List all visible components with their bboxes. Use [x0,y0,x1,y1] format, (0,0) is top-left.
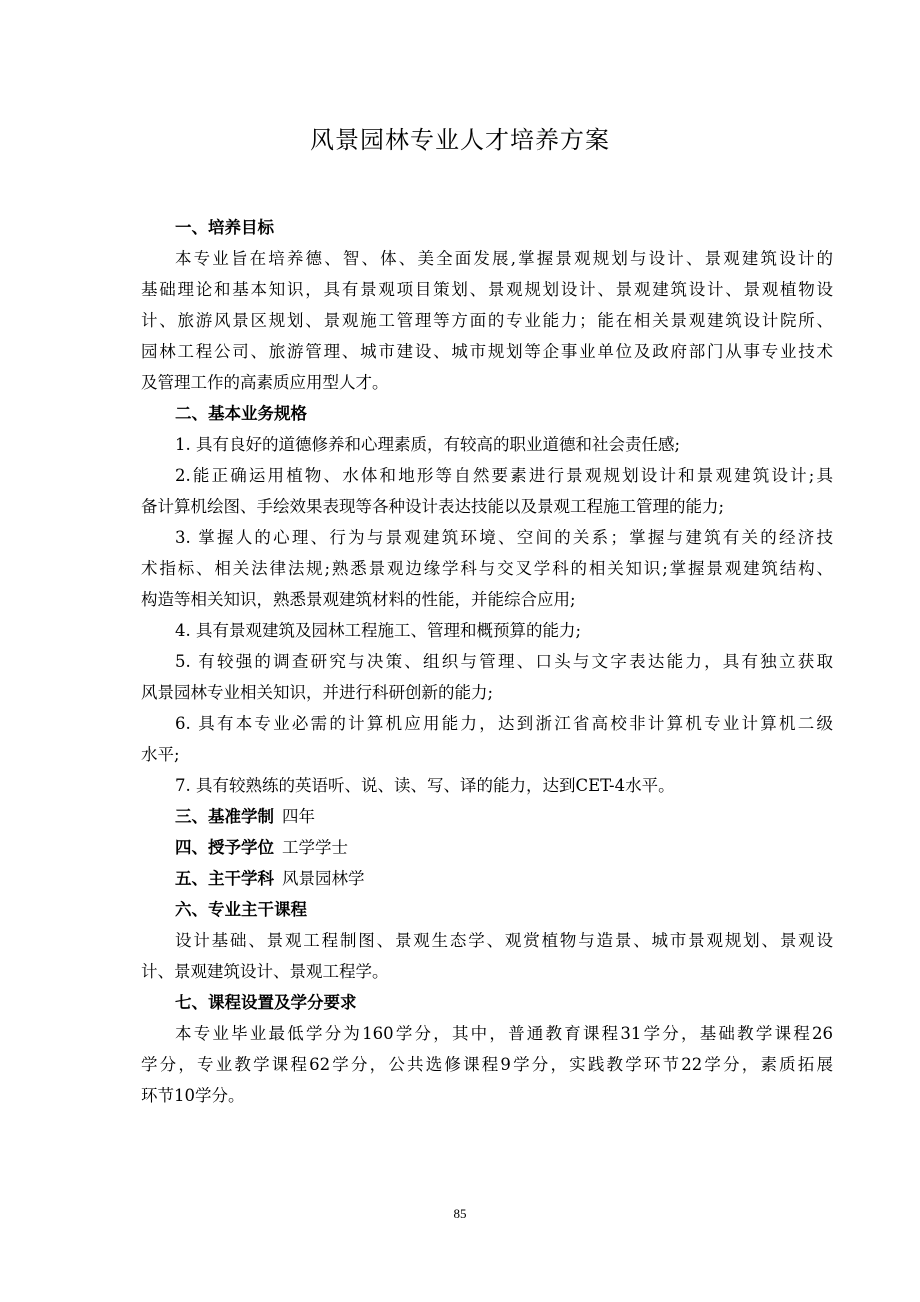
document-body [141,212,833,1111]
section-heading-discipline: 五、主干学科 [175,869,274,888]
list-item-6: 6. 具有本专业必需的计算机应用能力，达到浙江省高校非计算机专业计算机二级 [175,714,833,733]
section-heading-courses: 六、专业主干课程 [175,900,307,919]
list-item-1: 1. 具有良好的道德修养和心理素质，有较高的职业道德和社会责任感; [175,435,681,454]
paragraph-line: 计、景观建筑设计、景观工程学。 [141,962,389,981]
section-duration [141,801,833,832]
section-discipline [141,863,833,894]
paragraph-line: 本专业毕业最低学分为160学分，其中，普通教育课程31学分，基础教学课程26 [175,1024,833,1043]
paragraph-line: 学分，专业教学课程62学分，公共选修课程9学分，实践教学环节22学分，素质拓展 [141,1055,833,1074]
list-item-3: 3. 掌握人的心理、行为与景观建筑环境、空间的关系；掌握与建筑有关的经济技 [175,528,833,547]
list-item-7: 7. 具有较熟练的英语听、说、读、写、译的能力，达到CET-4水平。 [175,776,675,795]
discipline-value: 风景园林学 [282,869,365,888]
duration-value: 四年 [282,807,315,826]
list-item-2-cont: 备计算机绘图、手绘效果表现等各种设计表达技能以及景观工程施工管理的能力; [141,497,725,516]
section-heading-degree: 四、授予学位 [175,838,274,857]
page-number: 85 [453,1206,467,1221]
paragraph-line: 环节10学分。 [141,1086,245,1105]
list-item-6-cont: 水平; [141,745,180,764]
document-title: 风景园林专业人才培养方案 [310,126,610,154]
degree-value: 工学学士 [282,838,348,857]
list-item-4: 4. 具有景观建筑及园林工程施工、管理和概预算的能力; [175,621,582,640]
section-heading-goals: 一、培养目标 [175,218,274,237]
section-heading-credits: 七、课程设置及学分要求 [175,993,357,1012]
list-item-5: 5. 有较强的调查研究与决策、组织与管理、口头与文字表达能力，具有独立获取 [175,652,833,671]
paragraph-line: 及管理工作的高素质应用型人才。 [141,373,389,392]
paragraph-line: 基础理论和基本知识，具有景观项目策划、景观规划设计、景观建筑设计、景观植物设 [141,280,833,299]
section-heading-specs: 二、基本业务规格 [175,404,307,423]
list-item-3-cont: 构造等相关知识，熟悉景观建筑材料的性能，并能综合应用; [141,590,576,609]
paragraph-line: 园林工程公司、旅游管理、城市建设、城市规划等企事业单位及政府部门从事专业技术 [141,342,833,361]
section-heading-duration: 三、基准学制 [175,807,274,826]
paragraph-line: 计、旅游风景区规划、景观施工管理等方面的专业能力；能在相关景观建筑设计院所、 [141,311,833,330]
list-item-2: 2.能正确运用植物、水体和地形等自然要素进行景观规划设计和景观建筑设计;具 [175,466,833,485]
section-degree [141,832,833,863]
list-item-3-cont: 术指标、相关法律法规;熟悉景观边缘学科与交叉学科的相关知识;掌握景观建筑结构、 [141,559,833,578]
paragraph-line: 设计基础、景观工程制图、景观生态学、观赏植物与造景、城市景观规划、景观设 [175,931,833,950]
list-item-5-cont: 风景园林专业相关知识，并进行科研创新的能力; [141,683,494,702]
paragraph-line: 本专业旨在培养德、智、体、美全面发展,掌握景观规划与设计、景观建筑设计的 [175,249,833,268]
